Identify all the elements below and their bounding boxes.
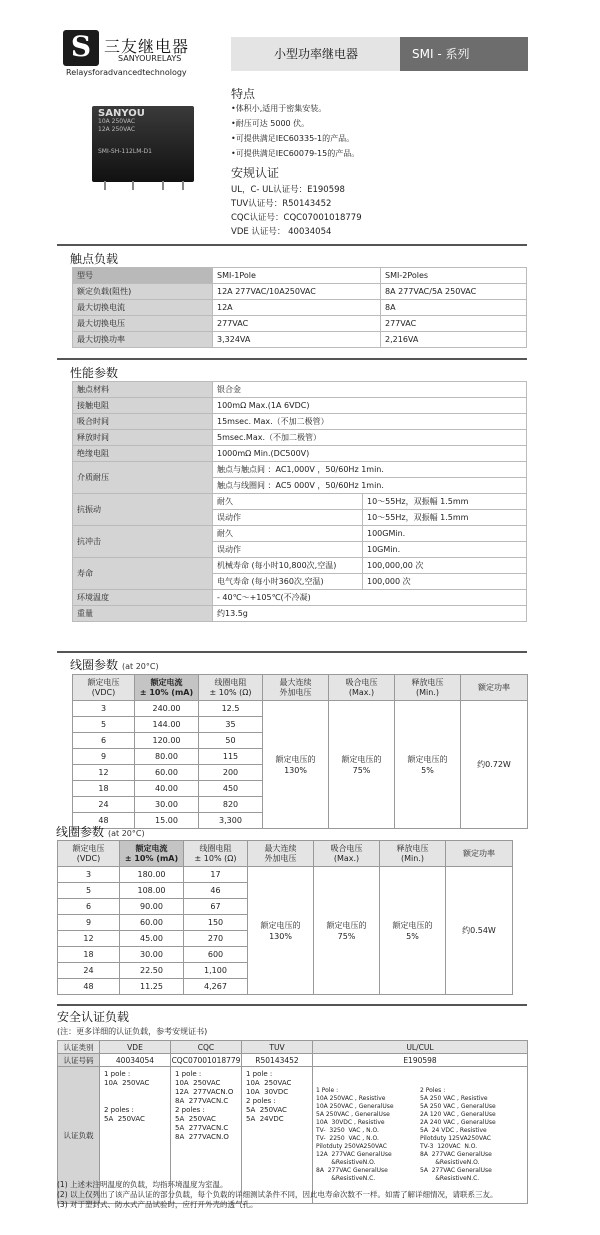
relay-print-line3: SMI-SH-112LM-D1 bbox=[98, 148, 152, 155]
param-value: 5msec.Max.（不加二极管） bbox=[213, 430, 527, 446]
table-row bbox=[73, 398, 527, 414]
section-divider bbox=[57, 244, 527, 246]
param-value: 1000mΩ Min.(DC500V) bbox=[213, 446, 527, 462]
table-row bbox=[73, 701, 528, 717]
param-label: 抗振动 bbox=[73, 494, 213, 526]
table-cell: 450 bbox=[199, 781, 263, 797]
relay-pin bbox=[162, 181, 164, 190]
table-cell: 24 bbox=[73, 797, 135, 813]
table-cell: 最大切换电压 bbox=[73, 316, 213, 332]
param-value: 100mΩ Max.(1A 6VDC) bbox=[213, 398, 527, 414]
table-cell: 40.00 bbox=[135, 781, 199, 797]
dropout-voltage-cell: 额定电压的 5% bbox=[380, 867, 446, 995]
dropout-voltage-cell: 额定电压的 5% bbox=[395, 701, 461, 829]
column-header: 额定电压 (VDC) bbox=[73, 675, 135, 701]
table-cell: 3 bbox=[73, 701, 135, 717]
table-cell: 277VAC bbox=[213, 316, 381, 332]
coil1-title-line bbox=[70, 656, 159, 673]
param-label: 寿命 bbox=[73, 558, 213, 590]
cqc-load-cell: 1 pole : 10A 250VAC 12A 277VACN.O 8A 277VACN.C 2 poles : 5A 250VAC 5A 277VACN.C 8A 277VACN.O bbox=[171, 1067, 242, 1204]
table-cell: 90.00 bbox=[120, 899, 184, 915]
param-label: 抗冲击 bbox=[73, 526, 213, 558]
table-cell: 1,100 bbox=[184, 963, 248, 979]
param-sublabel: 机械寿命 (每小时10,800次,空温) bbox=[213, 558, 363, 574]
brand-logo: S bbox=[63, 30, 99, 66]
max-voltage-cell: 额定电压的 130% bbox=[263, 701, 329, 829]
table-row bbox=[73, 268, 527, 284]
table-cell: 46 bbox=[184, 883, 248, 899]
param-value: 100GMin. bbox=[363, 526, 527, 542]
table-row bbox=[58, 867, 513, 883]
coil1-condition: (at 20°C) bbox=[122, 662, 159, 671]
table-cell: 11.25 bbox=[120, 979, 184, 995]
table-cell: 144.00 bbox=[135, 717, 199, 733]
column-header: TUV bbox=[242, 1041, 313, 1054]
table-row bbox=[73, 316, 527, 332]
feature-item: •可提供满足IEC60079-15的产品。 bbox=[231, 149, 360, 158]
column-header: UL/CUL bbox=[313, 1041, 528, 1054]
performance-table bbox=[72, 381, 527, 622]
safety-note: (注：更多详细的认证负载，参考安规证书) bbox=[57, 1027, 208, 1036]
brand-name-cn: 三友继电器 bbox=[104, 37, 190, 56]
table-cell: 30.00 bbox=[135, 797, 199, 813]
table-row bbox=[73, 414, 527, 430]
param-label: 释放时间 bbox=[73, 430, 213, 446]
param-value: 银合金 bbox=[213, 382, 527, 398]
table-cell: 12 bbox=[73, 765, 135, 781]
param-value: 100,000,00 次 bbox=[363, 558, 527, 574]
table-cell: 40034054 bbox=[100, 1054, 171, 1067]
param-label: 环境温度 bbox=[73, 590, 213, 606]
relay-pin bbox=[182, 181, 184, 190]
brand-name-en: SANYOURELAYS bbox=[118, 54, 182, 63]
param-value: 触点与线圈间 ：AC5 000V ，50/60Hz 1min. bbox=[213, 478, 527, 494]
ul-1pole-loads: 1 Pole : 10A 250VAC , Resistive 10A 250VAC , GeneralUse 5A 250VAC , GeneralUse 10A 30VDC , Resistive TV- 3250 VAC , N.O. TV- 2250 VAC , N.O. Pilotduty 250VA250VAC 12A 277VAC GeneralUse &ResistiveN.O. 8A 277VAC GeneralUse &ResistiveN.C. bbox=[316, 1087, 394, 1182]
vde-load-cell: 1 pole : 10A 250VAC 2 poles : 5A 250VAC bbox=[100, 1067, 171, 1204]
table-row bbox=[73, 462, 527, 478]
table-cell: 18 bbox=[73, 781, 135, 797]
performance-title: 性能参数 bbox=[70, 366, 119, 380]
section-divider bbox=[57, 1004, 527, 1006]
table-cell: 50 bbox=[199, 733, 263, 749]
table-row bbox=[73, 446, 527, 462]
table-cell: 35 bbox=[199, 717, 263, 733]
rated-power-cell: 约0.72W bbox=[461, 701, 528, 829]
table-row bbox=[73, 284, 527, 300]
coil2-table bbox=[57, 840, 513, 995]
pickup-voltage-cell: 额定电压的 75% bbox=[329, 701, 395, 829]
param-label: 接触电阻 bbox=[73, 398, 213, 414]
param-value: 约13.5g bbox=[213, 606, 527, 622]
pickup-voltage-cell: 额定电压的 75% bbox=[314, 867, 380, 995]
column-header: 线圈电阻 ± 10% (Ω) bbox=[199, 675, 263, 701]
row-label: 认证号码 bbox=[58, 1054, 100, 1067]
table-cell: 3,324VA bbox=[213, 332, 381, 348]
param-value: 15msec. Max.（不加二极管） bbox=[213, 414, 527, 430]
param-value: 10～55Hz，双振幅 1.5mm bbox=[363, 494, 527, 510]
table-cell: 60.00 bbox=[120, 915, 184, 931]
table-row bbox=[73, 382, 527, 398]
table-cell: R50143452 bbox=[242, 1054, 313, 1067]
table-row bbox=[58, 1054, 528, 1067]
param-value: 触点与触点间 ：AC1,000V ，50/60Hz 1min. bbox=[213, 462, 527, 478]
table-cell: 270 bbox=[184, 931, 248, 947]
rated-power-cell: 约0.54W bbox=[446, 867, 513, 995]
table-cell: 48 bbox=[73, 813, 135, 829]
table-cell: 3 bbox=[58, 867, 120, 883]
param-value: - 40℃～+105℃(不冷凝) bbox=[213, 590, 527, 606]
table-cell: 最大切换电流 bbox=[73, 300, 213, 316]
table-cell: SMI-2Poles bbox=[381, 268, 527, 284]
table-row bbox=[73, 526, 527, 542]
footnote: (2) 以上仅列出了该产品认证的部分负载，每个负载的详细测试条件不同，因此电寿命次数不一样。如需了解详细情况，请联系三友。 bbox=[57, 1190, 498, 1199]
features-title: 特点 bbox=[231, 87, 256, 101]
table-cell: 30.00 bbox=[120, 947, 184, 963]
column-header: 额定电流 ± 10% (mA) bbox=[120, 841, 184, 867]
column-header: 释放电压 (Min.) bbox=[380, 841, 446, 867]
relay-brand: SANYOU bbox=[98, 108, 145, 119]
table-cell: 60.00 bbox=[135, 765, 199, 781]
table-cell: SMI-1Pole bbox=[213, 268, 381, 284]
param-sublabel: 电气寿命 (每小时360次,空温) bbox=[213, 574, 363, 590]
table-cell: 2,216VA bbox=[381, 332, 527, 348]
brand-tagline: Relaysforadvancedtechnology bbox=[66, 68, 187, 77]
table-cell: 8A 277VAC/5A 250VAC bbox=[381, 284, 527, 300]
column-header: VDE bbox=[100, 1041, 171, 1054]
table-cell: 12A 277VAC/10A250VAC bbox=[213, 284, 381, 300]
table-row bbox=[73, 590, 527, 606]
table-cell: 额定负载(阻性) bbox=[73, 284, 213, 300]
table-cell: 600 bbox=[184, 947, 248, 963]
relay-pin bbox=[104, 181, 106, 190]
param-value: 10GMin. bbox=[363, 542, 527, 558]
table-cell: 9 bbox=[58, 915, 120, 931]
table-cell: 180.00 bbox=[120, 867, 184, 883]
column-header: CQC bbox=[171, 1041, 242, 1054]
table-cell: 5 bbox=[58, 883, 120, 899]
coil2-title: 线圈参数 bbox=[56, 825, 105, 839]
row-label: 认证负载 bbox=[58, 1067, 100, 1204]
table-cell: 67 bbox=[184, 899, 248, 915]
column-header: 释放电压 (Min.) bbox=[395, 675, 461, 701]
coil1-table bbox=[72, 674, 528, 829]
footnote: (1) 上述未注明温度的负载，均指环境温度为室温。 bbox=[57, 1180, 228, 1189]
feature-item: •体积小,适用于密集安装。 bbox=[231, 104, 327, 113]
certification-item: CQC认证号：CQC07001018779 bbox=[231, 213, 362, 223]
table-cell: 80.00 bbox=[135, 749, 199, 765]
table-row bbox=[73, 494, 527, 510]
column-header: 最大连续 外加电压 bbox=[248, 841, 314, 867]
table-cell: 15.00 bbox=[135, 813, 199, 829]
relay-print-line1: 10A 250VAC bbox=[98, 118, 136, 125]
column-header: 额定电流 ± 10% (mA) bbox=[135, 675, 199, 701]
contact-load-table bbox=[72, 267, 527, 348]
table-cell: 45.00 bbox=[120, 931, 184, 947]
coil2-title-line bbox=[56, 823, 145, 840]
column-header: 吸合电压 (Max.) bbox=[314, 841, 380, 867]
certification-item: UL，C- UL认证号：E190598 bbox=[231, 185, 345, 195]
table-cell: CQC07001018779 bbox=[171, 1055, 241, 1065]
column-header: 最大连续 外加电压 bbox=[263, 675, 329, 701]
relay-print-line2: 12A 250VAC bbox=[98, 126, 136, 133]
certification-title: 安规认证 bbox=[231, 166, 280, 180]
table-row bbox=[73, 430, 527, 446]
feature-item: •可提供满足IEC60335-1的产品。 bbox=[231, 134, 355, 143]
coil2-condition: (at 20°C) bbox=[108, 829, 145, 838]
table-cell: 型号 bbox=[73, 268, 213, 284]
product-title: 小型功率继电器 bbox=[231, 37, 401, 71]
param-sublabel: 耐久 bbox=[213, 526, 363, 542]
table-cell: 3,300 bbox=[199, 813, 263, 829]
column-header: 额定功率 bbox=[446, 841, 513, 867]
table-cell: 120.00 bbox=[135, 733, 199, 749]
ul-2pole-loads: 2 Poles : 5A 250 VAC , Resistive 5A 250 VAC , GeneralUse 2A 120 VAC , GeneralUse 2A 240 VAC , GeneralUse 5A 24 VDC , Resistive Pilotduty 125VA250VAC TV-3 120VAC N.O. 8A 277VAC GeneralUse &ResistiveN.O. 5A 277VAC GeneralUse &ResistiveN.C. bbox=[420, 1087, 496, 1182]
certification-list bbox=[231, 183, 362, 239]
table-cell: 最大切换功率 bbox=[73, 332, 213, 348]
table-cell: 12 bbox=[58, 931, 120, 947]
table-cell: 5 bbox=[73, 717, 135, 733]
relay-photo bbox=[92, 106, 194, 182]
table-cell: 6 bbox=[58, 899, 120, 915]
table-cell: 820 bbox=[199, 797, 263, 813]
coil1-title: 线圈参数 bbox=[70, 658, 119, 672]
max-voltage-cell: 额定电压的 130% bbox=[248, 867, 314, 995]
table-cell: 24 bbox=[58, 963, 120, 979]
table-row bbox=[73, 558, 527, 574]
column-header: 吸合电压 (Max.) bbox=[329, 675, 395, 701]
column-header: 额定电压 (VDC) bbox=[58, 841, 120, 867]
param-sublabel: 误动作 bbox=[213, 542, 363, 558]
column-header: 线圈电阻 ± 10% (Ω) bbox=[184, 841, 248, 867]
footnote: (3) 对于塑封式、防水式产品试验时，应打开外壳的透气孔。 bbox=[57, 1200, 258, 1209]
table-cell: 240.00 bbox=[135, 701, 199, 717]
relay-pin bbox=[132, 181, 134, 190]
table-cell: 277VAC bbox=[381, 316, 527, 332]
param-label: 重量 bbox=[73, 606, 213, 622]
table-cell: 48 bbox=[58, 979, 120, 995]
param-label: 吸合时间 bbox=[73, 414, 213, 430]
table-row bbox=[73, 300, 527, 316]
tuv-load-cell: 1 pole : 10A 250VAC 10A 30VDC 2 poles : 5A 250VAC 5A 24VDC bbox=[242, 1067, 313, 1204]
certification-item: VDE 认证号： 40034054 bbox=[231, 227, 332, 237]
section-divider bbox=[57, 358, 527, 360]
param-label: 绝缘电阻 bbox=[73, 446, 213, 462]
series-label: SMI - 系列 bbox=[400, 37, 528, 71]
features-list bbox=[231, 101, 359, 161]
table-cell: 17 bbox=[184, 867, 248, 883]
table-cell: 12A bbox=[213, 300, 381, 316]
param-label: 介质耐压 bbox=[73, 462, 213, 494]
table-header-row bbox=[58, 841, 513, 867]
certification-item: TUV认证号：R50143452 bbox=[231, 199, 332, 209]
param-value: 10～55Hz，双振幅 1.5mm bbox=[363, 510, 527, 526]
table-row bbox=[73, 606, 527, 622]
param-sublabel: 误动作 bbox=[213, 510, 363, 526]
table-cell: 18 bbox=[58, 947, 120, 963]
column-header: 额定功率 bbox=[461, 675, 528, 701]
param-sublabel: 耐久 bbox=[213, 494, 363, 510]
table-header-row bbox=[73, 675, 528, 701]
contact-load-title: 触点负载 bbox=[70, 252, 119, 266]
table-cell: E190598 bbox=[313, 1054, 528, 1067]
param-value: 100,000 次 bbox=[363, 574, 527, 590]
table-cell: 9 bbox=[73, 749, 135, 765]
column-header: 认证类别 bbox=[58, 1041, 100, 1054]
table-cell: 8A bbox=[381, 300, 527, 316]
table-cell: 115 bbox=[199, 749, 263, 765]
table-cell: 200 bbox=[199, 765, 263, 781]
param-label: 触点材料 bbox=[73, 382, 213, 398]
table-cell: 12.5 bbox=[199, 701, 263, 717]
table-cell: 150 bbox=[184, 915, 248, 931]
safety-title: 安全认证负载 bbox=[57, 1010, 130, 1024]
table-cell: 108.00 bbox=[120, 883, 184, 899]
feature-item: •耐压可达 5000 伏。 bbox=[231, 119, 310, 128]
footnotes bbox=[57, 1180, 498, 1210]
table-cell: 4,267 bbox=[184, 979, 248, 995]
table-cell: 6 bbox=[73, 733, 135, 749]
table-row bbox=[73, 332, 527, 348]
section-divider bbox=[57, 651, 527, 653]
table-header-row bbox=[58, 1041, 528, 1054]
table-cell: 22.50 bbox=[120, 963, 184, 979]
